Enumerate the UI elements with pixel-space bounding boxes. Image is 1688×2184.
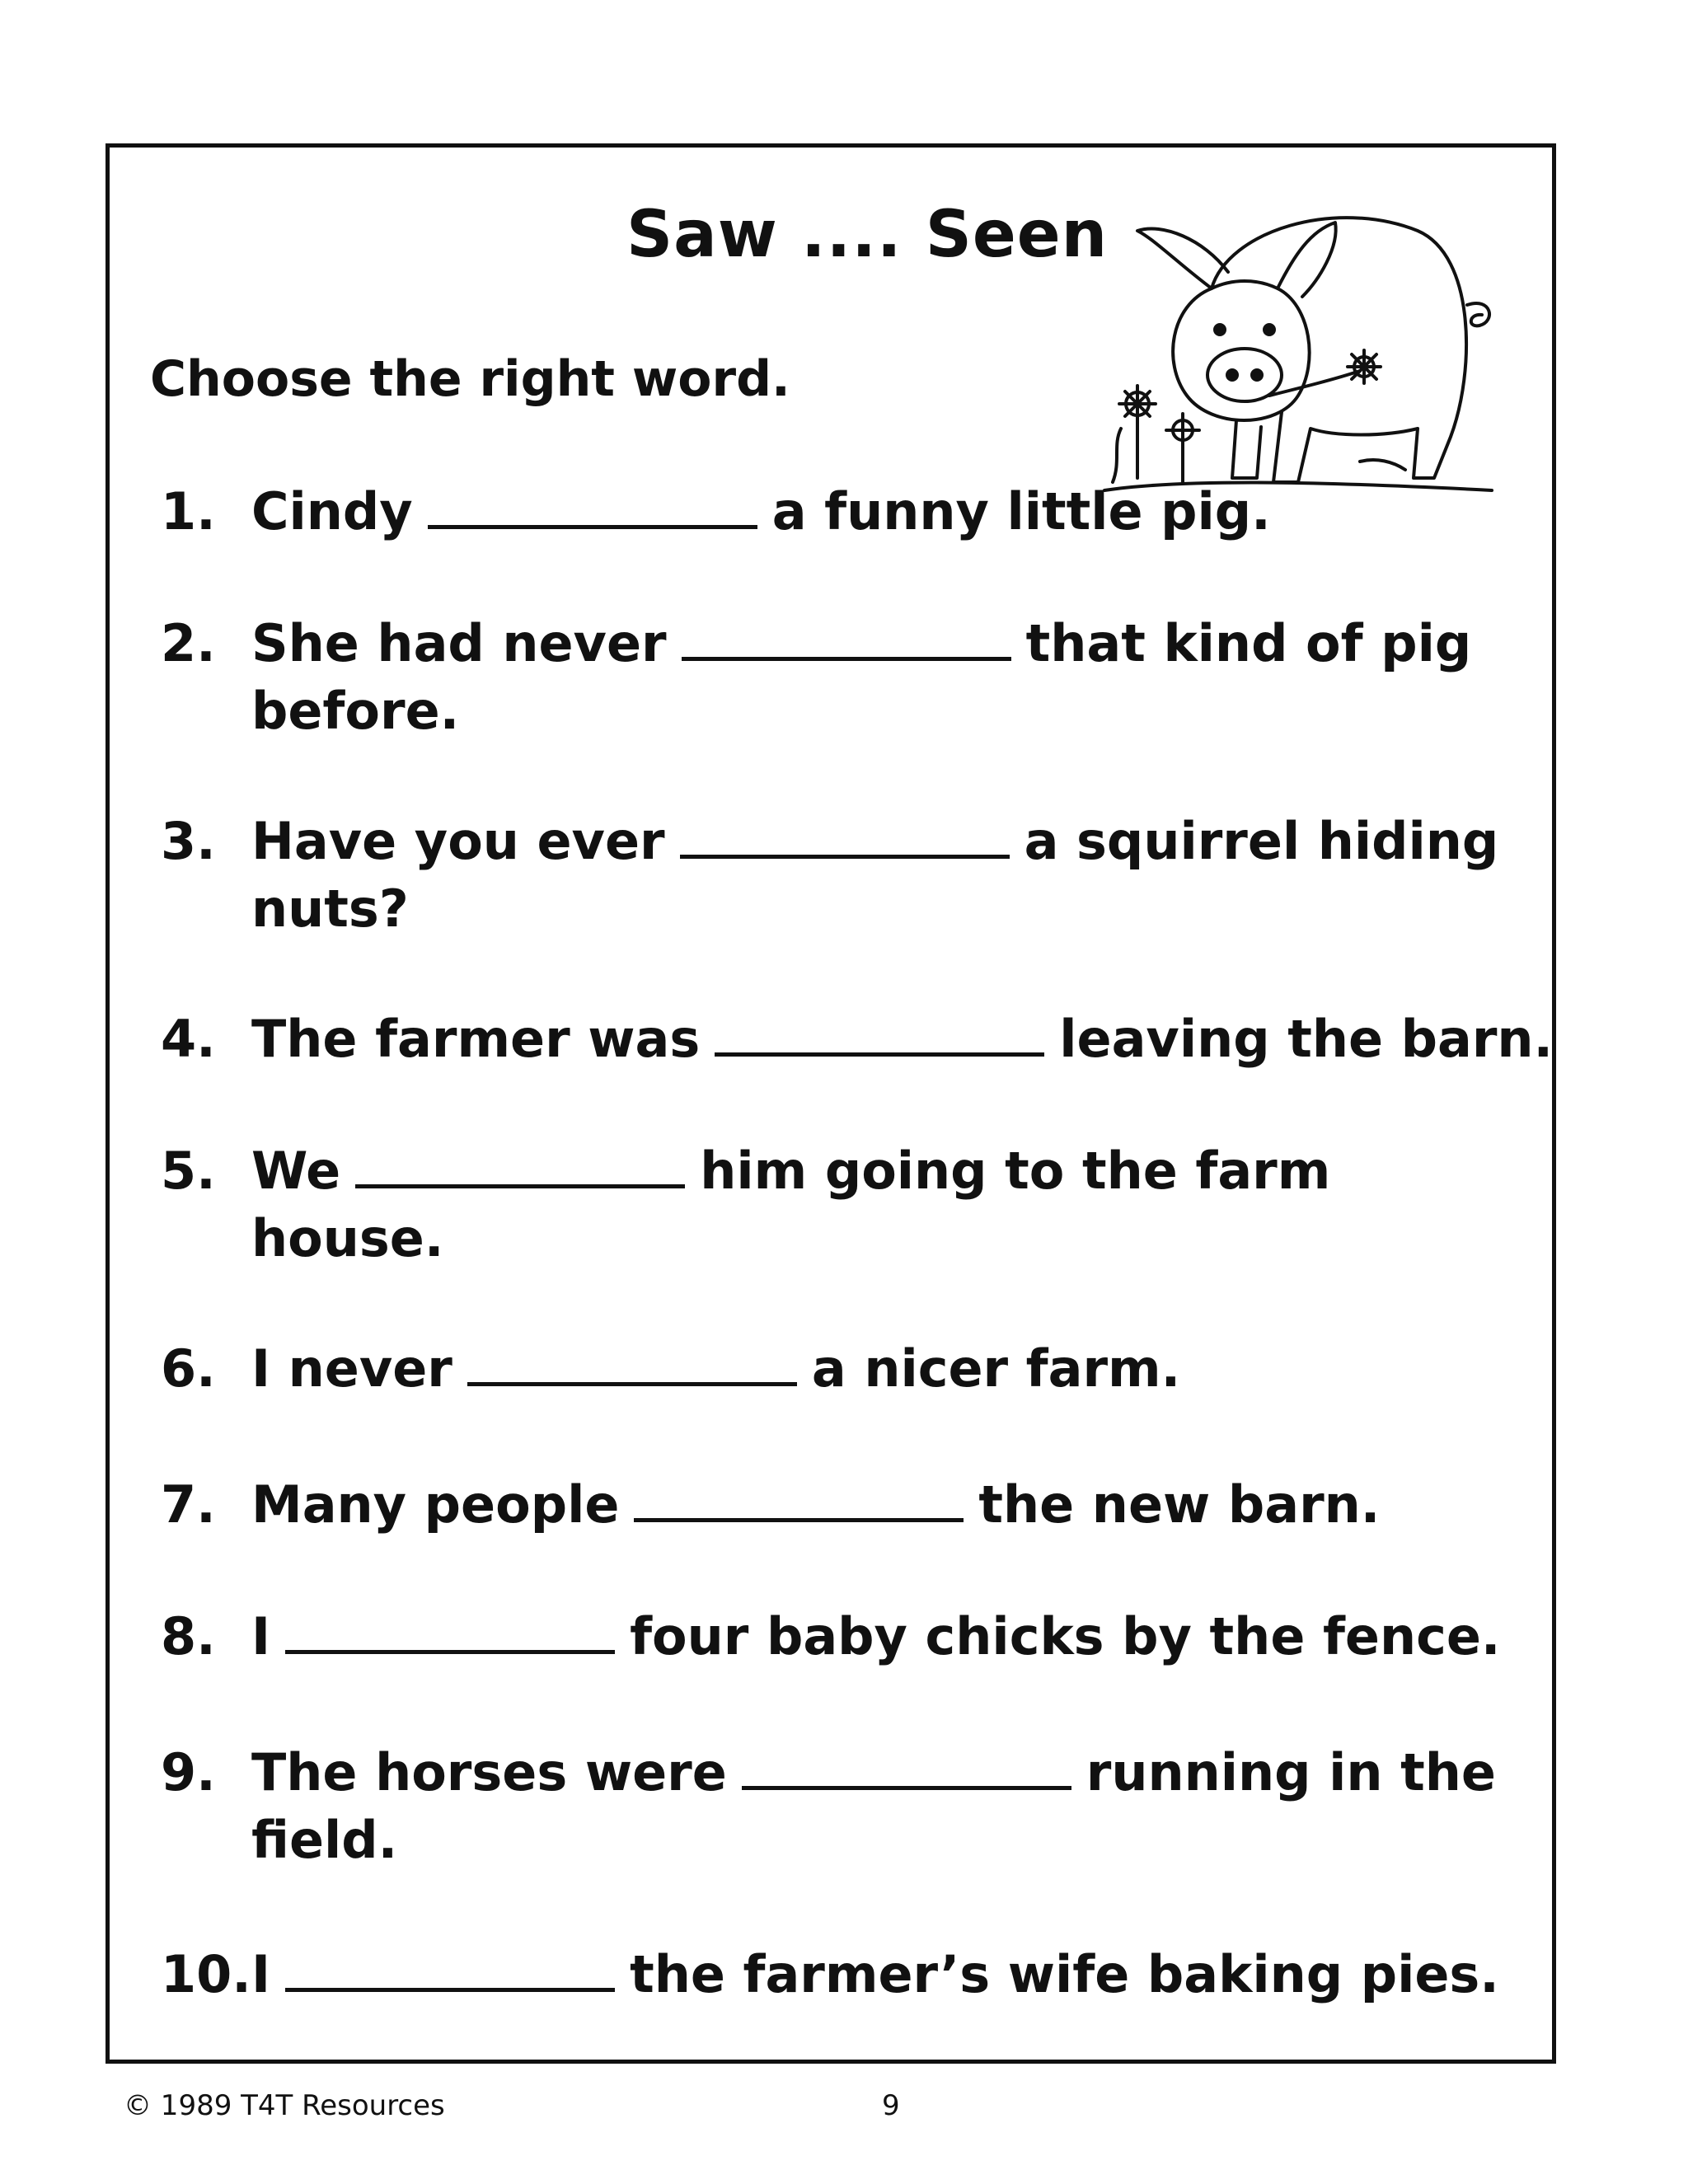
question-text-after: running in the	[1085, 1742, 1496, 1802]
instruction-text: Choose the right word.	[150, 350, 790, 408]
question-text-before: She had never	[251, 613, 667, 673]
answer-blank[interactable]	[428, 489, 757, 529]
question-continuation: nuts?	[251, 879, 409, 939]
question-text-before: I	[251, 1606, 271, 1666]
question-text-before: Cindy	[251, 481, 413, 541]
question-3	[161, 808, 1498, 943]
question-number: 4.	[161, 1009, 216, 1069]
answer-blank[interactable]	[680, 818, 1010, 859]
question-text-after: a funny little pig.	[771, 481, 1271, 541]
answer-blank[interactable]	[682, 621, 1011, 661]
answer-blank[interactable]	[467, 1346, 797, 1386]
question-number: 5.	[161, 1141, 216, 1201]
question-number: 2.	[161, 613, 216, 673]
question-text-after: him going to the farm	[700, 1141, 1331, 1201]
question-text-after: the farmer’s wife baking pies.	[630, 1944, 1499, 2004]
answer-blank[interactable]	[715, 1016, 1044, 1057]
question-10	[161, 1941, 1499, 2008]
question-number: 10.	[161, 1944, 251, 2004]
question-text-after: leaving the barn.	[1059, 1009, 1554, 1069]
page-number: 9	[882, 2089, 900, 2122]
question-number: 9.	[161, 1742, 216, 1802]
question-5	[161, 1137, 1330, 1272]
question-2	[161, 610, 1471, 745]
question-continuation: house.	[251, 1208, 444, 1268]
question-1	[161, 478, 1271, 546]
question-text-before: The farmer was	[251, 1009, 701, 1069]
answer-blank[interactable]	[285, 1614, 615, 1654]
question-text-after: the new barn.	[978, 1474, 1381, 1535]
question-text-before: Have you ever	[251, 811, 665, 871]
question-text-before: I never	[251, 1338, 452, 1399]
question-text-before: Many people	[251, 1474, 620, 1535]
copyright-notice: © 1989 T4T Resources	[124, 2089, 445, 2122]
answer-blank[interactable]	[285, 1952, 615, 1992]
question-4	[161, 1005, 1553, 1073]
question-6	[161, 1335, 1180, 1403]
question-text-before: We	[251, 1141, 341, 1201]
question-text-after: a nicer farm.	[811, 1338, 1181, 1399]
question-text-after: that kind of pig	[1025, 613, 1472, 673]
question-text-after: four baby chicks by the fence.	[630, 1606, 1501, 1666]
question-text-before: The horses were	[251, 1742, 727, 1802]
question-number: 3.	[161, 811, 216, 871]
question-continuation: field.	[251, 1810, 398, 1870]
pig-with-flowers-icon	[1088, 165, 1500, 511]
question-8	[161, 1603, 1500, 1671]
question-text-before: I	[251, 1944, 271, 2004]
worksheet-title: Saw .... Seen	[626, 198, 1109, 272]
answer-blank[interactable]	[742, 1750, 1071, 1790]
answer-blank[interactable]	[634, 1482, 964, 1522]
question-7	[161, 1471, 1380, 1539]
question-number: 6.	[161, 1338, 216, 1399]
question-continuation: before.	[251, 681, 460, 741]
answer-blank[interactable]	[355, 1148, 685, 1188]
question-number: 8.	[161, 1606, 216, 1666]
question-number: 1.	[161, 481, 216, 541]
question-9	[161, 1739, 1496, 1874]
question-number: 7.	[161, 1474, 216, 1535]
question-text-after: a squirrel hiding	[1024, 811, 1499, 871]
